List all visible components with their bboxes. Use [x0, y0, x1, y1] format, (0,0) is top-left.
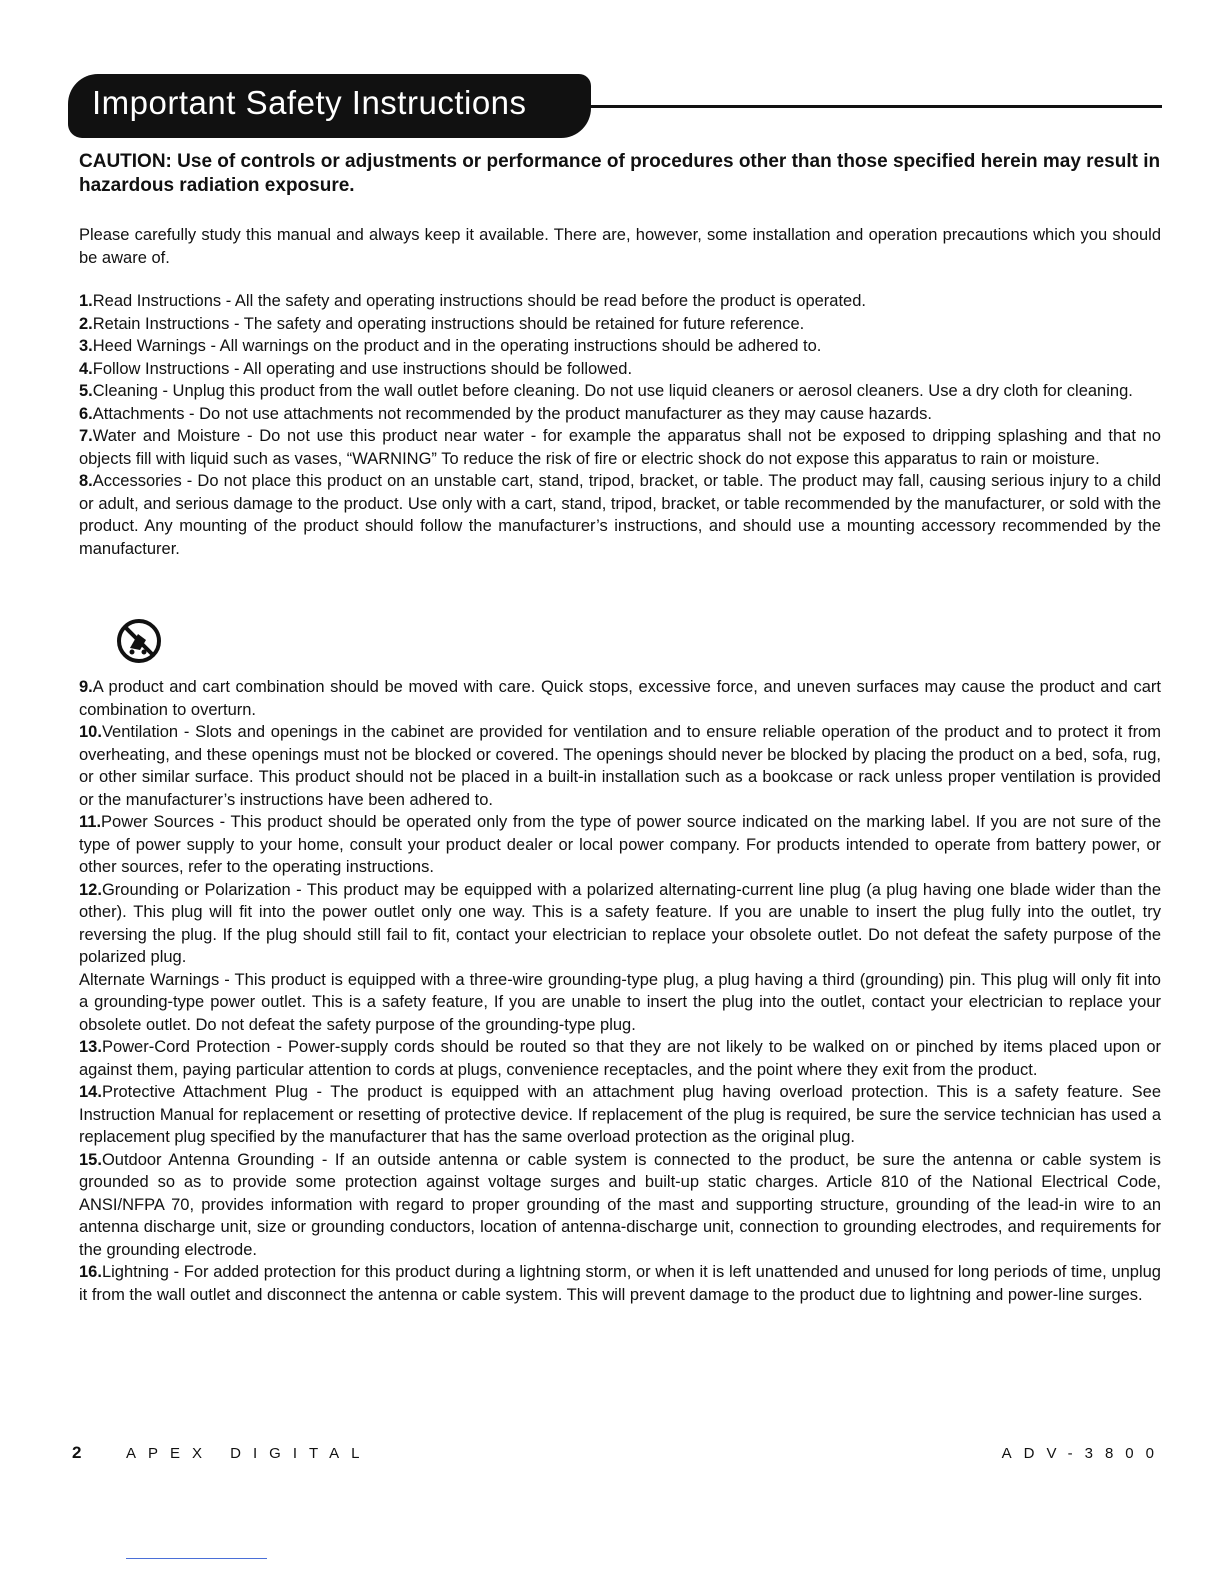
list-item: 15.Outdoor Antenna Grounding - If an outside antenna or cable system is connected to the product, be sure the antenna or cable system is grounded so as to provide some protection against voltage surges and built-up static charges. Article 810 of the National Electrical Code, ANSI/NFPA 70, provides information with regard to proper grounding of the mast and supporting structure, grounding of the lead-in wire to an antenna discharge unit, size or grounding conductors, location of antenna-discharge unit, connection to grounding electrodes, and requirements for the grounding electrode. [79, 1150, 1161, 1259]
cart-warning-icon [116, 618, 162, 664]
list-item: 8.Accessories - Do not place this product on an unstable cart, stand, tripod, bracket, or table. The product may fall, causing serious injury to a child or adult, and serious damage to the product. Use only with a cart, stand, tripod, bracket, or table recommended by the manufacturer, or sold with the product. Any mounting of the product should follow the manufacturer’s instructions, and should use a mounting accessory recommended by the manufacturer. [79, 472, 1161, 558]
list-item: 5.Cleaning - Unplug this product from the wall outlet before cleaning. Do not use liquid cleaners or aerosol cleaners. Use a dry cloth for cleaning. [79, 382, 1133, 400]
list-item: 2.Retain Instructions - The safety and operating instructions should be retained for future reference. [79, 314, 805, 333]
list-item: 11.Power Sources - This product should be operated only from the type of power source indicated on the marking label. If you are not sure of the type of power supply to your home, consult your product dealer or local power company. For products intended to operate from battery power, or other sources, refer to the operating instructions. [79, 813, 1161, 876]
instruction-list-part2 [79, 676, 1161, 1306]
list-item: 6.Attachments - Do not use attachments not recommended by the product manufacturer as they may cause hazards. [79, 404, 932, 423]
footer-brand: APEX DIGITAL [126, 1445, 372, 1462]
page-number: 2 [72, 1443, 82, 1462]
list-item: 7.Water and Moisture - Do not use this product near water - for example the apparatus shall not be exposed to dripping splashing and that no objects fill with liquid such as vases, “WARNING” To reduce the risk of fire or electric shock do not expose this apparatus to rain or moisture. [79, 427, 1161, 468]
list-item: 9.A product and cart combination should be moved with care. Quick stops, excessive force, and uneven surfaces may cause the product and cart combination to overturn. [79, 678, 1161, 719]
list-item: 3.Heed Warnings - All warnings on the product and in the operating instructions should be adhered to. [79, 337, 822, 355]
list-item: 10.Ventilation - Slots and openings in the cabinet are provided for ventilation and to ensure reliable operation of the product and to protect it from overheating, and these openings must not be blocked or covered. The openings should never be blocked by placing the product on a bed, sofa, rug, or other similar surface. This product should not be placed in a built-in installation such as a bookcase or rack unless proper ventilation is provided or the manufacturer’s instructions have been adhered to. [79, 723, 1161, 809]
header-rule [588, 105, 1162, 108]
list-item: Alternate Warnings - This product is equipped with a three-wire grounding-type plug, a plug having a third (grounding) pin. This plug will only fit into a grounding-type power outlet. This is a safety feature, If you are unable to insert the plug into the outlet, contact your electrician to replace your obsolete outlet. Do not defeat the safety purpose of the grounding-type plug. [79, 970, 1161, 1034]
list-item: 12.Grounding or Polarization - This product may be equipped with a polarized alternating-current line plug (a plug having one blade wider than the other). This plug will fit into the power outlet only one way. This is a safety feature. If you are unable to insert the plug fully into the outlet, try reversing the plug. If the plug should still fail to fit, contact your electrician to replace your obsolete outlet. Do not defeat the safety purpose of the polarized plug. [79, 880, 1161, 966]
list-item: 13.Power-Cord Protection - Power-supply cords should be routed so that they are not likely to be walked on or pinched by items placed upon or against them, paying particular attention to cords at plugs, convenience receptacles, and the point where they exit from the product. [79, 1038, 1161, 1079]
instruction-list-part1 [79, 290, 1161, 560]
footer-model: ADV-3800 [1001, 1445, 1166, 1462]
list-item: 16.Lightning - For added protection for this product during a lightning storm, or when it is left unattended and unused for long periods of time, unplug it from the wall outlet and disconnect the antenna or cable system. This will prevent damage to the product due to lightning and power-line surges. [79, 1263, 1161, 1304]
intro-paragraph: Please carefully study this manual and always keep it available. There are, however, some installation and operation precautions which you should be aware of. [79, 226, 1161, 267]
list-item: 14.Protective Attachment Plug - The product is equipped with an attachment plug having overload protection. This is a safety feature. See Instruction Manual for replacement or resetting of protective device. If replacement of the plug is required, be sure the service technician has used a replacement plug specified by the manufacturer that has the same overload protection as the original plug. [79, 1083, 1161, 1146]
list-item: 4.Follow Instructions - All operating and use instructions should be followed. [79, 359, 633, 378]
bottom-divider [126, 1558, 267, 1559]
page-title: Important Safety Instructions [92, 84, 527, 121]
caution-notice: CAUTION: Use of controls or adjustments or performance of procedures other than those specified herein may result in hazardous radiation exposure. [79, 151, 1161, 196]
list-item: 1.Read Instructions - All the safety and operating instructions should be read before the product is operated. [79, 292, 866, 310]
